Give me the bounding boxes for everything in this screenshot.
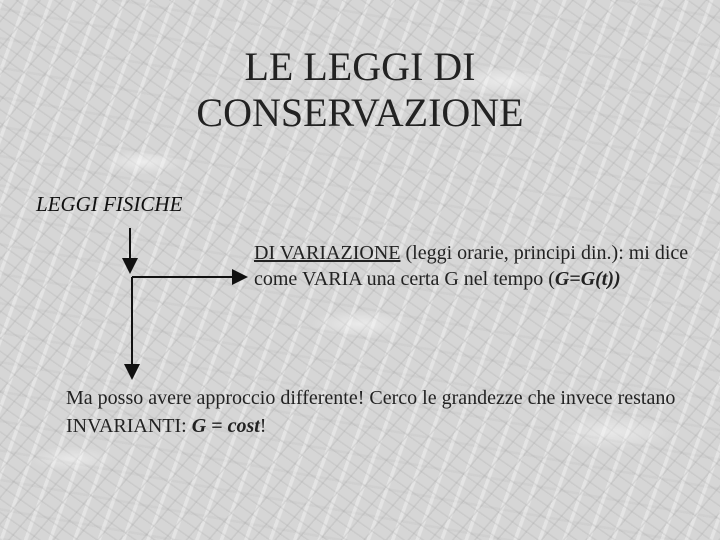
variazione-heading: DI VARIAZIONE [254,242,401,264]
variazione-formula: G=G(t)) [554,268,621,290]
title-line-1: LE LEGGI DI [244,44,476,89]
invarianti-paragraph [66,384,686,440]
invarianti-formula: G = cost [191,415,260,437]
title-line-2: CONSERVAZIONE [196,90,524,135]
subheading-leggi-fisiche: LEGGI FISICHE [36,192,183,216]
invarianti-text: Ma posso avere approccio differente! Cerco le grandezze che invece restano INVARIANTI: [66,387,676,437]
invarianti-ending: ! [259,415,267,437]
variazione-text: (leggi orarie, principi din.): mi dice come VARIA una certa G nel tempo ( [254,242,689,290]
variazione-paragraph [254,240,694,292]
